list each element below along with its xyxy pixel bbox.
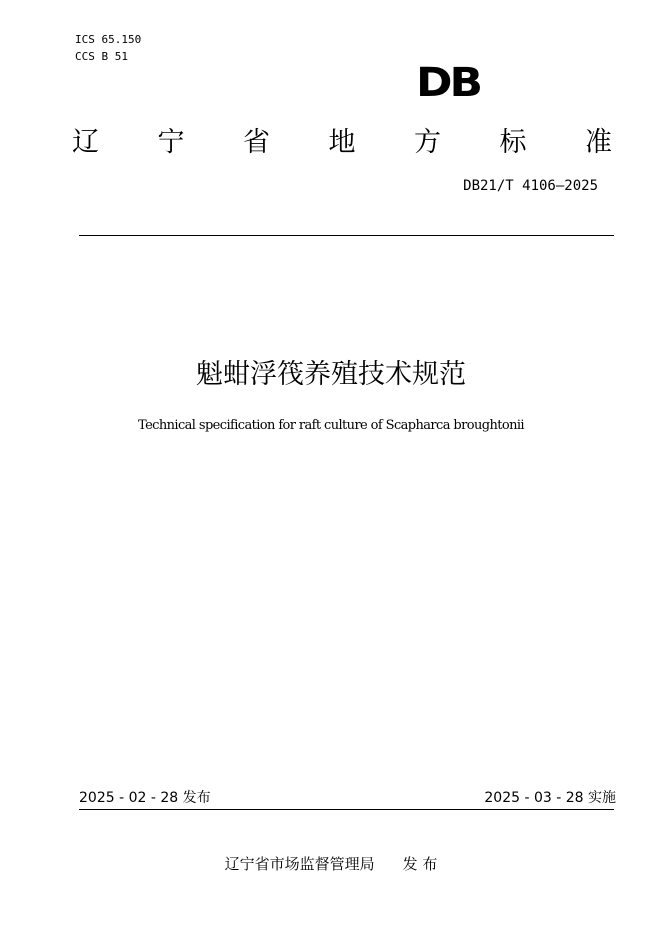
footer-divider	[79, 809, 614, 810]
standard-type-char: 标	[499, 127, 527, 158]
issuer-line	[0, 853, 662, 875]
standard-code: DB21/T 4106—2025	[463, 178, 598, 194]
header-divider	[79, 235, 614, 236]
document-title: 魁蚶浮筏养殖技术规范	[196, 359, 466, 390]
standard-type-char: 宁	[157, 127, 185, 158]
issue-word: 发 布	[402, 855, 438, 873]
issuer-name: 辽宁省市场监督管理局	[224, 855, 375, 873]
standard-type-char: 准	[585, 127, 612, 158]
db-logo: DB	[416, 59, 481, 106]
ics-code: ICS 65.150	[75, 33, 142, 46]
implementation-date: 2025 - 03 - 28 实施	[484, 790, 616, 806]
standard-type-char: 地	[328, 127, 356, 158]
standard-type-char: 方	[414, 127, 441, 158]
ccs-code: CCS B 51	[75, 50, 128, 63]
standard-type-title	[72, 124, 612, 162]
issue-date: 2025 - 02 - 28 发布	[79, 790, 211, 806]
document-title-english: Technical specification for raft culture of Scapharca broughtonii	[138, 418, 524, 433]
standard-type-char: 辽	[72, 127, 99, 158]
standard-type-char: 省	[243, 127, 270, 158]
